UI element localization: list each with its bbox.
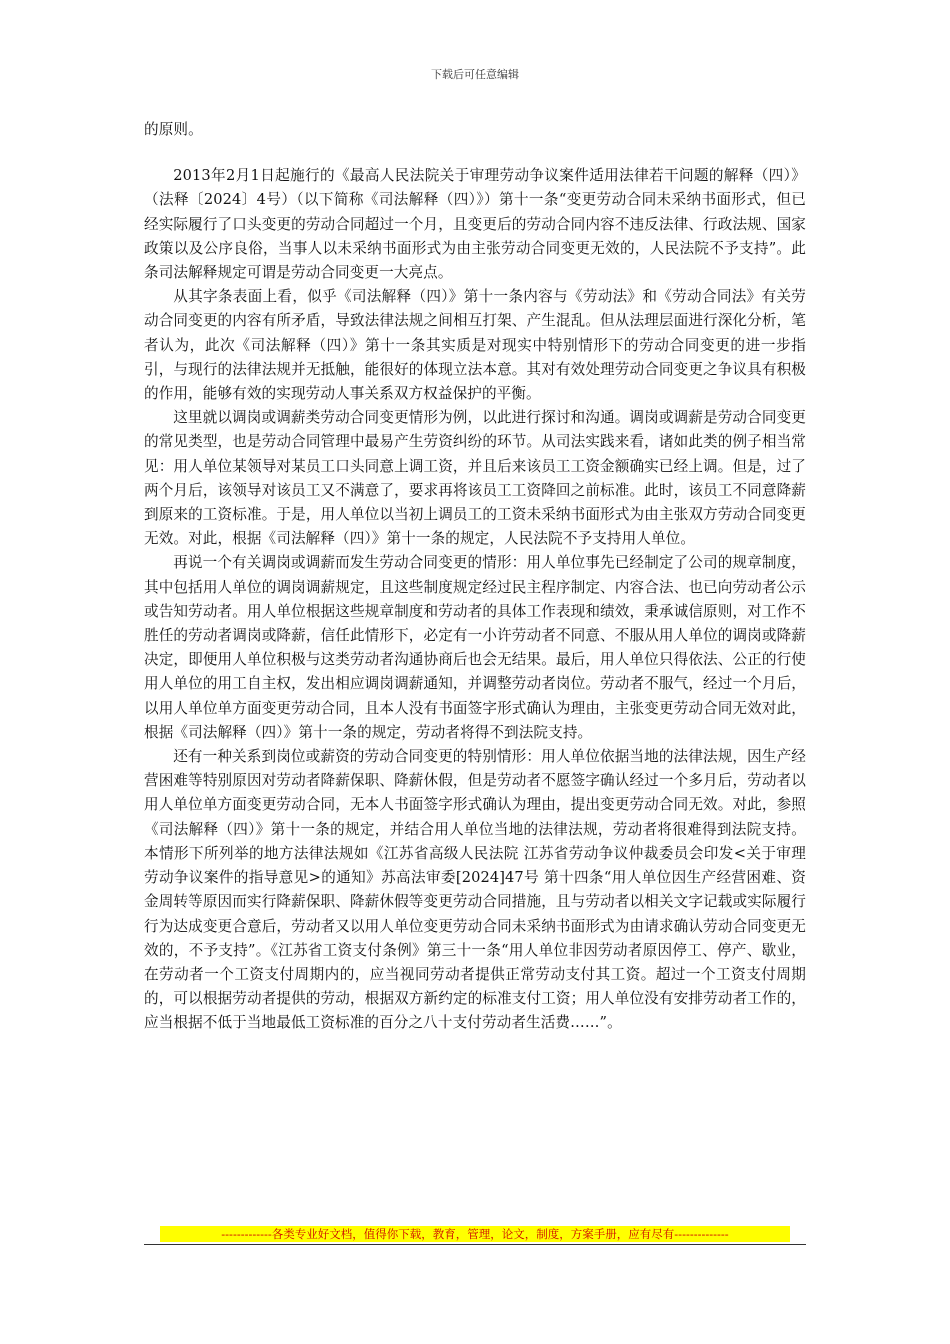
footer-divider [144,1244,806,1245]
paragraph-continuation: 的原则。 [144,121,203,138]
paragraph-legal-analysis: 从其字条表面上看，似乎《司法解释（四）》第十一条内容与《劳动法》和《劳动合同法》有关劳动合同变更的内容有所矛盾，导致法律法规之间相互打架、产生混乱。但从法理层面进行深化分析，笔者认为，此次《司法解释（四）》第十一条其实质是对现实中特别情形下的劳动合同变更的进一步指引，与现行的法律法规并无抵触，能很好的体现立法本意。其对有效处理劳动合同变更之争议具有积极的作用，能够有效的实现劳动人事关系双方权益保护的平衡。 [144,288,806,403]
page-header: 下载后可任意编辑 [431,68,519,81]
document-body [144,118,806,1036]
paragraph-rules-based-adjustment: 再说一个有关调岗或调薪而发生劳动合同变更的情形：用人单位事先已经制定了公司的规章制度，其中包括用人单位的调岗调薪规定，且这些制度规定经过民主程序制定、内容合法、也已向劳动者公示或告知劳动者。用人单位根据这些规章制度和劳动者的具体工作表现和绩效，秉承诚信原则，对工作不胜任的劳动者调岗或降薪，信任此情形下，必定有一小许劳动者不同意、不服从用人单位的调岗或降薪决定，即便用人单位积极与这类劳动者沟通协商后也会无结果。最后，用人单位只得依法、公正的行使用人单位的用工自主权，发出相应调岗调薪通知，并调整劳动者岗位。劳动者不服气，经过一个月后，以用人单位单方面变更劳动合同，且本人没有书面签字形式确认为理由，主张变更劳动合同无效对此，根据《司法解释（四）》第十一条的规定，劳动者将得不到法院支持。 [144,554,806,741]
paragraph-judicial-interpretation: 2013年2月1日起施行的《最高人民法院关于审理劳动争议案件适用法律若干问题的解释（四）》（法释〔2024〕4号）（以下简称《司法解释（四）》）第十一条“变更劳动合同未采纳书面形式，但已经实际履行了口头变更的劳动合同超过一个月，且变更后的劳动合同内容不违反法律、行政法规、国家政策以及公序良俗，当事人以未采纳书面形式为由主张劳动合同变更无效的，人民法院不予支持”。此条司法解释规定可谓是劳动合同变更一大亮点。 [144,167,806,282]
footer-promo-banner: -------------各类专业好文档，值得你下载，教育，管理，论文，制度，方案手册，应有尽有-------------- [160,1226,790,1242]
paragraph-salary-adjustment-example: 这里就以调岗或调薪类劳动合同变更情形为例，以此进行探讨和沟通。调岗或调薪是劳动合同变更的常见类型，也是劳动合同管理中最易产生劳资纠纷的环节。从司法实践来看，诸如此类的例子相当常见：用人单位某领导对某员工口头同意上调工资，并且后来该员工工资金额确实已经上调。但是，过了两个月后，该领导对该员工又不满意了，要求再将该员工工资降回之前标准。此时，该员工不同意降薪到原来的工资标准。于是，用人单位以当初上调员工的工资未采纳书面形式为由主张双方劳动合同变更无效。对此，根据《司法解释（四）》第十一条的规定，人民法院不予支持用人单位。 [144,409,806,548]
paragraph-special-circumstances: 还有一种关系到岗位或薪资的劳动合同变更的特别情形：用人单位依据当地的法律法规，因生产经营困难等特别原因对劳动者降薪保职、降薪休假，但是劳动者不愿签字确认经过一个多月后，劳动者以用人单位单方面变更劳动合同，无本人书面签字形式确认为理由，提出变更劳动合同无效。对此，参照《司法解释（四）》第十一条的规定，并结合用人单位当地的法律法规，劳动者将很难得到法院支持。本情形下所列举的地方法律法规如《江苏省高级人民法院 江苏省劳动争议仲裁委员会印发<关于审理劳动争议案件的指导意见>的通知》苏高法审委[2024]47号 第十四条“用人单位因生产经营困难、资金周转等原因而实行降薪保职、降薪休假等变更劳动合同措施，且与劳动者以相关文字记载或实际履行行为达成变更合意后，劳动者又以用人单位变更劳动合同未采纳书面形式为由请求确认劳动合同变更无效的，不予支持”。《江苏省工资支付条例》第三十一条“用人单位非因劳动者原因停工、停产、歇业，在劳动者一个工资支付周期内的，应当视同劳动者提供正常劳动支付其工资。超过一个工资支付周期的，可以根据劳动者提供的劳动，根据双方新约定的标准支付工资；用人单位没有安排劳动者工作的，应当根据不低于当地最低工资标准的百分之八十支付劳动者生活费……”。 [144,748,806,1032]
